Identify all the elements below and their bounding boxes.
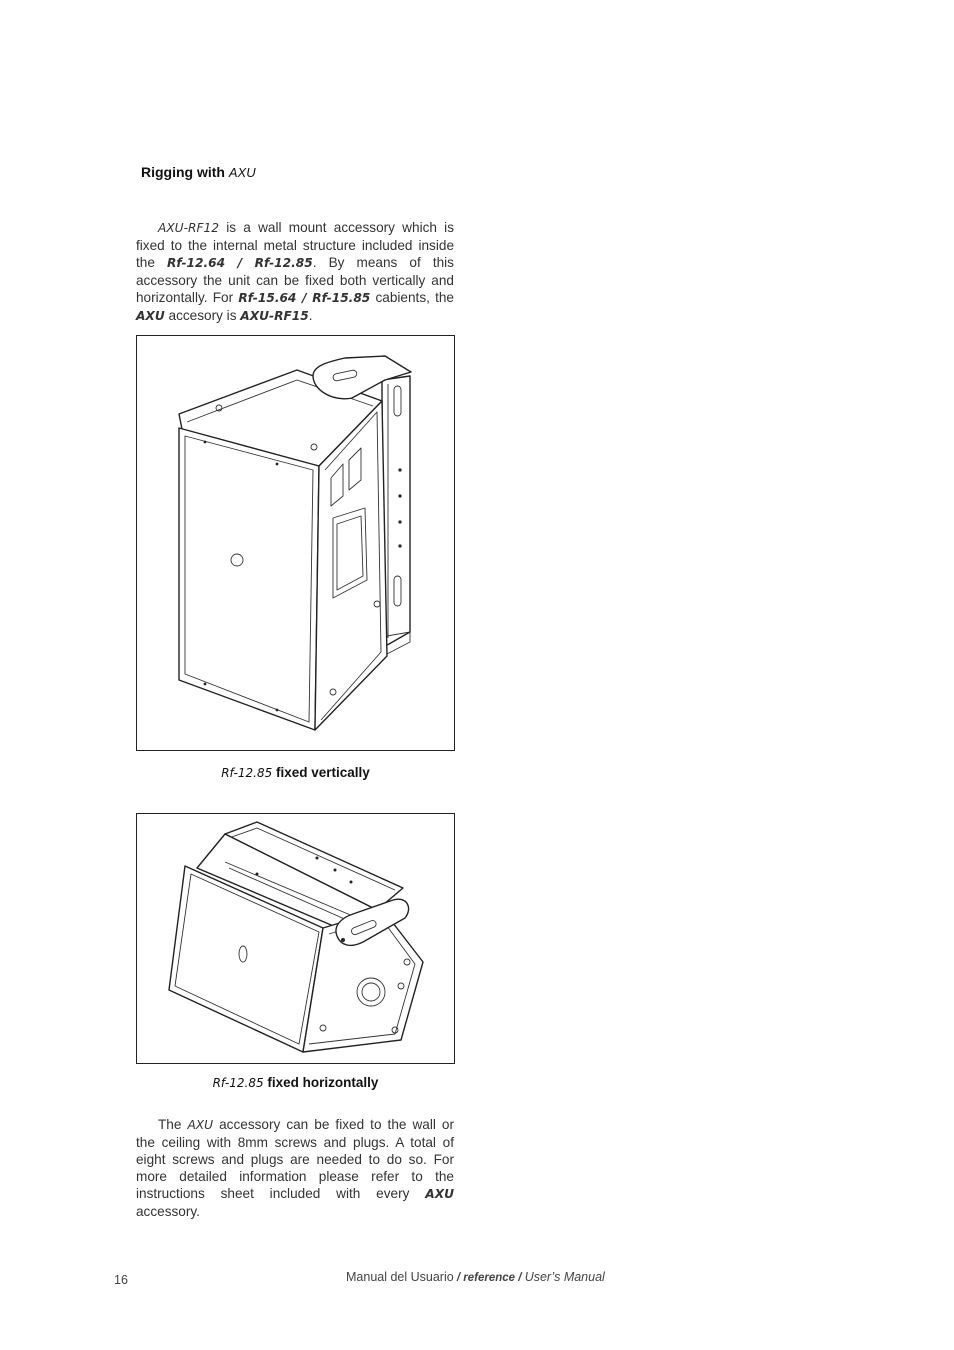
footer-sep-2: /	[515, 1272, 525, 1284]
footer-middle-text: reference	[463, 1272, 516, 1284]
closing-axu-2: AXU	[425, 1187, 454, 1202]
caption-vertical	[136, 765, 455, 780]
intro-axu: AXU	[136, 309, 165, 324]
closing-paragraph	[136, 1116, 454, 1221]
caption-horizontal-model: Rf-12.85	[212, 1076, 264, 1090]
heading-italic-text: AXU	[228, 165, 256, 180]
footer-sep-1: /	[453, 1272, 464, 1284]
intro-text-2: . By means of this accessory the unit can be fixed both vertically and horizontally. For	[136, 255, 454, 306]
footer-left-text: Manual del Usuario	[346, 1270, 454, 1284]
closing-axu-1: AXU	[187, 1118, 214, 1132]
intro-axu-rf15: AXU-RF15	[240, 309, 309, 324]
intro-text-3: cabients, the	[370, 290, 454, 306]
intro-period: .	[308, 308, 313, 324]
footer-right-text: User’s Manual	[524, 1270, 605, 1284]
figure-vertical	[136, 335, 455, 751]
caption-horizontal	[136, 1075, 455, 1090]
intro-paragraph	[136, 219, 454, 326]
figure-horizontal	[136, 813, 455, 1064]
intro-text-4: accesory is	[164, 308, 241, 324]
intro-product-name: AXU-RF12	[158, 221, 219, 235]
heading-bold-text: Rigging with	[141, 164, 225, 180]
caption-vertical-model: Rf-12.85	[221, 766, 273, 780]
closing-text-2: accessory can be fixed to the wall or the ceiling with 8mm screws and plugs. A total of eight screws and plugs are needed to do so. For more detailed information please refer to the instructions sheet included with every	[136, 1117, 455, 1202]
caption-horizontal-text: fixed horizontally	[267, 1075, 379, 1090]
section-heading	[141, 164, 256, 180]
page-number: 16	[114, 1273, 128, 1287]
speaker-vertical-illustration	[137, 336, 454, 750]
closing-text-3: accessory.	[136, 1204, 200, 1220]
closing-text-1: The	[158, 1117, 188, 1132]
speaker-horizontal-illustration	[137, 814, 454, 1063]
caption-vertical-text: fixed vertically	[276, 765, 370, 780]
intro-models-12: Rf-12.64 / Rf-12.85	[166, 256, 313, 271]
intro-models-15: Rf-15.64 / Rf-15.85	[238, 291, 371, 306]
intro-text-1: is a wall mount accessory which is fixed to the internal metal structure included inside the	[136, 220, 454, 271]
footer-title	[346, 1270, 605, 1284]
